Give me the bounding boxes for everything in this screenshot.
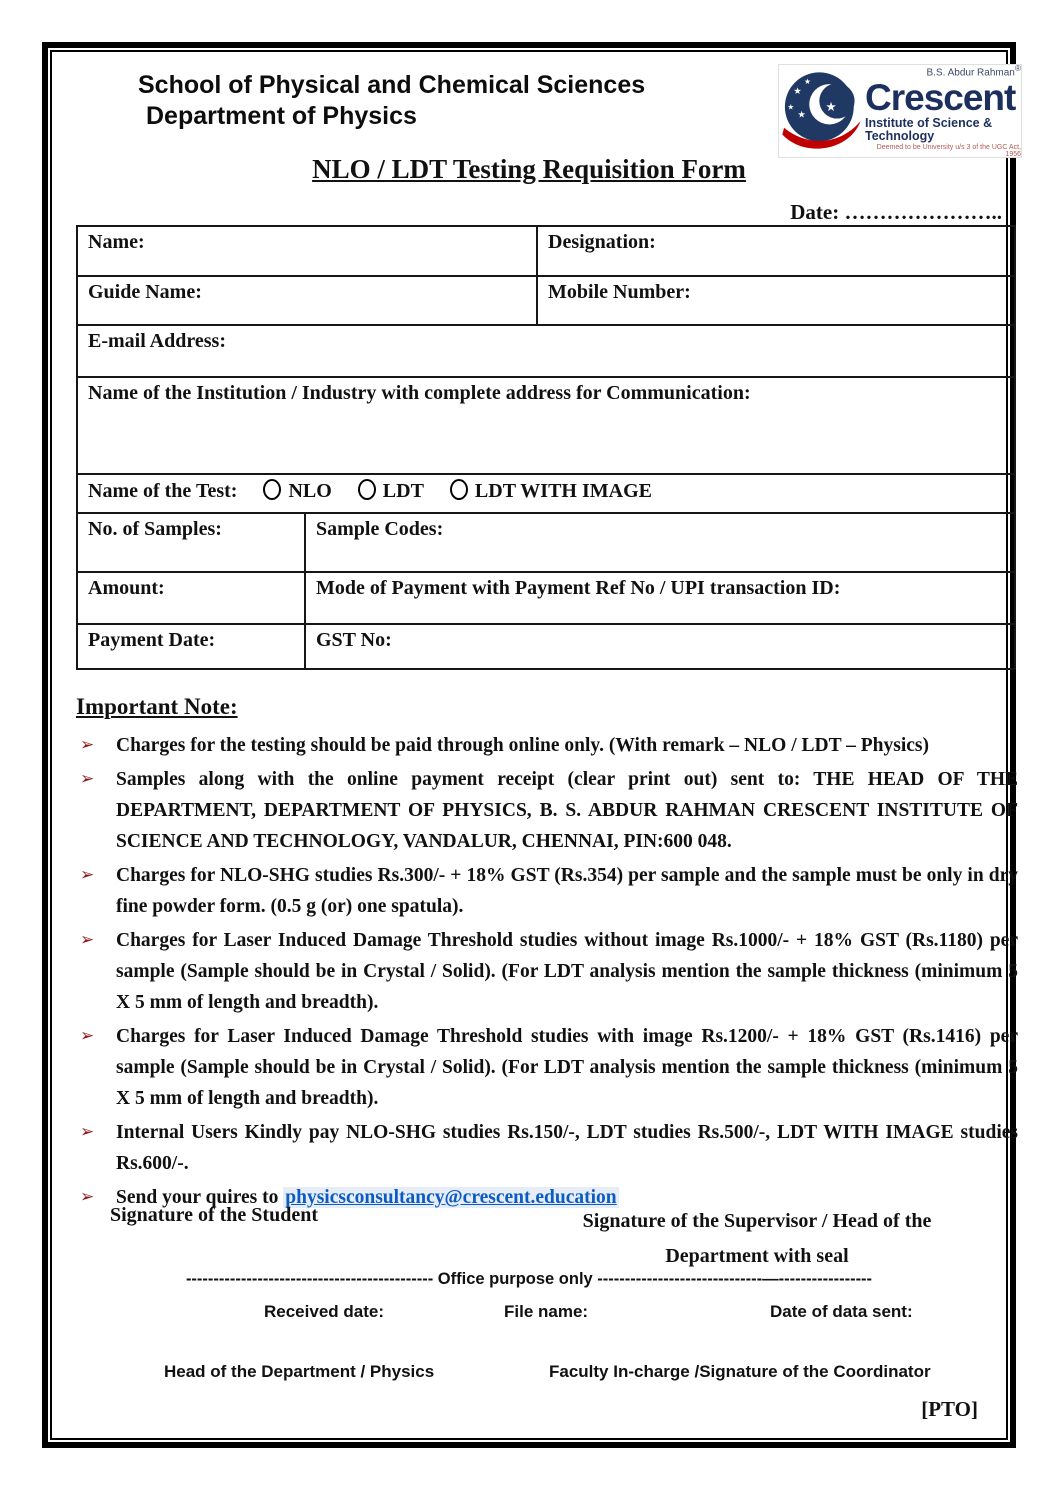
consultancy-email-link[interactable]: physicsconsultancy@crescent.education [285,1187,617,1208]
page-border-inner [50,50,1021,1440]
amount-field-cell[interactable] [77,572,305,624]
form-title: NLO / LDT Testing Requisition Form [312,154,746,184]
radio-nlo[interactable] [263,479,281,500]
crescent-logo [778,64,1022,158]
bullet-arrow-icon: ➢ [80,1026,95,1046]
note-item-4: ➢ Charges for Laser Induced Damage Threshold studies without image Rs.1000/- + 18% GST (Rs.1180) per sample (Sample should be in Crystal / Solid). (For LDT analysis mention the sample thickness (minimum 5 X 5 mm of length and breadth). [76,925,1018,1018]
supervisor-signature-line1: Signature of the Supervisor / Head of the [582,1210,932,1232]
mobile-number-label: Mobile Number: [548,281,691,303]
amount-label: Amount: [88,577,165,599]
svg-text:★: ★ [804,77,811,87]
department-header [138,70,645,132]
bullet-arrow-icon: ➢ [80,1122,95,1142]
radio-ldt-with-image[interactable] [450,479,468,500]
test-name-cell [77,474,1015,513]
department-name: Department of Physics [146,102,417,130]
payment-mode-field-cell[interactable] [305,572,1015,624]
page-border-frame [42,42,1021,1448]
supervisor-signature-label [522,1204,992,1274]
svg-text:★: ★ [797,109,806,121]
logo-brand-small: B.S. Abdur Rahman® [926,62,1021,79]
note-item-1: ➢ Charges for the testing should be paid through online only. (With remark – NLO / LDT – Physics) [76,730,1018,761]
svg-text:★: ★ [825,99,837,114]
office-fields-row [52,1302,1006,1328]
sample-codes-label: Sample Codes: [316,518,444,540]
institution-field-cell[interactable] [77,377,1015,474]
designation-field-cell[interactable] [537,226,1015,276]
faculty-incharge-label: Faculty In-charge /Signature of the Coordinator [549,1362,931,1381]
note-item-3: ➢ Charges for NLO-SHG studies Rs.300/- + 18% GST (Rs.354) per sample and the sample must be only in dry fine powder form. (0.5 g (or) one spatula). [76,860,1018,922]
school-name: School of Physical and Chemical Sciences [138,71,646,99]
logo-wordmark [865,64,1021,158]
note-item-email: ➢ Send your quires to physicsconsultancy@crescent.education [76,1182,1018,1213]
requisition-table [76,225,1016,670]
name-label: Name: [88,231,145,253]
email-field-cell[interactable] [77,325,1015,377]
svg-text:★: ★ [793,86,802,98]
svg-text:★: ★ [809,96,816,103]
payment-date-label: Payment Date: [88,629,216,651]
radio-ldt[interactable] [358,479,376,500]
note-item-2: ➢ Samples along with the online payment receipt (clear print out) sent to: THE HEAD OF THE DEPARTMENT, DEPARTMENT OF PHYSICS, B. S. ABDUR RAHMAN CRESCENT INSTITUTE OF SCIENCE AND TECHNOLOGY, VANDALUR, CHENNAI, PIN:600 048. [76,764,1018,857]
hod-label: Head of the Department / Physics [164,1362,435,1381]
gst-label: GST No: [316,629,392,651]
logo-subtitle: Institute of Science & Technology [865,116,993,143]
notes-list [76,730,1018,1216]
radio-ldt-with-image-label: LDT WITH IMAGE [474,480,652,502]
samples-field-cell[interactable] [77,513,305,572]
bullet-arrow-icon: ➢ [80,930,95,950]
samples-label: No. of Samples: [88,518,222,540]
designation-label: Designation: [548,231,656,253]
payment-date-field-cell[interactable] [77,624,305,669]
file-name-label: File name: [504,1302,589,1321]
logo-brand: Crescent [865,77,1016,119]
note-item-5: ➢ Charges for Laser Induced Damage Threshold studies with image Rs.1200/- + 18% GST (Rs.1416) per sample (Sample should be in Crystal / Solid). (For LDT analysis mention the sample thickness (minimum 5 X 5 mm of length and breadth). [76,1021,1018,1114]
svg-text:★: ★ [787,102,795,112]
mobile-number-field-cell[interactable] [537,276,1015,325]
crescent-emblem-icon [779,69,863,153]
bullet-arrow-icon: ➢ [80,1187,95,1207]
payment-mode-label: Mode of Payment with Payment Ref No / UPI transaction ID: [316,577,841,599]
bullet-arrow-icon: ➢ [80,865,95,885]
office-purpose-divider: --------------------------------------------- Office purpose only ------------------------------—----------------- [185,1270,873,1288]
logo-tagline: Deemed to be University u/s 3 of the UGC Act, 1956 [876,144,1021,159]
bullet-arrow-icon: ➢ [80,769,95,789]
registered-mark: ® [1014,62,1021,73]
bullet-arrow-icon: ➢ [80,735,95,755]
important-note-heading: Important Note: [76,694,238,719]
received-date-label: Received date: [264,1302,384,1321]
gst-field-cell[interactable] [305,624,1015,669]
institution-label: Name of the Institution / Industry with complete address for Communication: [88,382,751,404]
student-signature-label: Signature of the Student [110,1204,318,1226]
note-item-6: ➢ Internal Users Kindly pay NLO-SHG studies Rs.150/-, LDT studies Rs.500/-, LDT WITH IMAGE studies Rs.600/-. [76,1117,1018,1179]
date-field[interactable]: Date: ………………….. [790,200,1002,224]
radio-nlo-label: NLO [288,480,332,502]
date-sent-label: Date of data sent: [770,1302,913,1321]
sample-codes-field-cell[interactable] [305,513,1015,572]
test-name-label: Name of the Test: [88,480,238,502]
pto-marker: [PTO] [921,1397,978,1421]
office-signature-row [52,1362,1006,1388]
guide-name-label: Guide Name: [88,281,202,303]
guide-name-field-cell[interactable] [77,276,537,325]
supervisor-signature-line2: Department with seal [665,1245,849,1267]
email-label: E-mail Address: [88,330,226,352]
name-field-cell[interactable] [77,226,537,276]
radio-ldt-label: LDT [382,480,424,502]
